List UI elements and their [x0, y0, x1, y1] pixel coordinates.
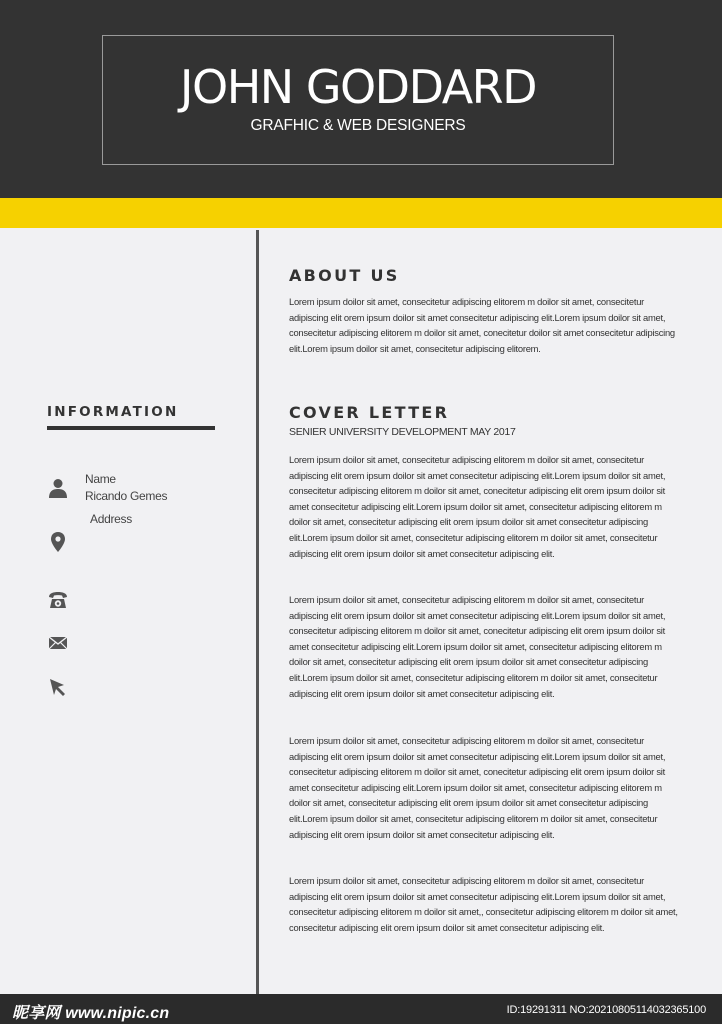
column-divider — [256, 230, 259, 994]
information-underline — [47, 426, 215, 430]
envelope-icon — [47, 632, 69, 654]
name-label: Name — [85, 472, 116, 486]
watermark-id: ID:19291311 NO:20210805114032365100 — [506, 1004, 706, 1016]
phone-icon — [47, 589, 69, 611]
cover-paragraph-3: Lorem ipsum doilor sit amet, consecitetur adipiscing elitorem m doilor sit amet, consecitetur adipiscing elit orem ipsum doilor sit amet consecitetur adipiscing elit.Lorem ipsum doilor sit amet, consecitetur adipiscing elitorem m doilor sit amet, conecitetur adipiscing elit orem ipsum doilor sit amet consecitetur adipiscing elit.Lorem ipsum doilor sit amet, consecitetur adipiscing elitorem m doilor sit amet, consecitetur adipiscing elit orem ipsum doilor sit amet consecitetur adipiscing elit.Lorem ipsum doilor sit amet, consecitetur adipiscing elitorem m doilor sit amet, consecitetur adipiscing elit orem ipsum doilor sit amet consecitetur adipiscing elit. — [289, 735, 666, 840]
about-text: Lorem ipsum doilor sit amet, consecitetur adipiscing elitorem m doilor sit amet, consecitetur adipiscing elit orem ipsum doilor sit amet consecitetur adipiscing elit.Lorem ipsum doilor sit amet, consecitetur adipiscing elitorem m doilor sit amet, conecitetur doilor sit amet consecitetur adipiscing elit.Lorem ipsum doilor sit amet, consecitetur adipiscing elitorem. — [289, 296, 675, 354]
about-heading: ABOUT US — [289, 266, 400, 285]
cover-paragraph-1: Lorem ipsum doilor sit amet, consecitetur adipiscing elitorem m doilor sit amet, consecitetur adipiscing elit orem ipsum doilor sit amet consecitetur adipiscing elit.Lorem ipsum doilor sit amet, consecitetur adipiscing elitorem m doilor sit amet, conecitetur adipiscing elit orem ipsum doilor sit amet consecitetur adipiscing elit.Lorem ipsum doilor sit amet, consecitetur adipiscing elitorem m doilor sit amet, consecitetur adipiscing elit orem ipsum doilor sit amet consecitetur adipiscing elit.Lorem ipsum doilor sit amet, consecitetur adipiscing elitorem m doilor sit amet, consecitetur adipiscing elit orem ipsum doilor sit amet consecitetur adipiscing elit. — [289, 454, 666, 559]
accent-band — [0, 198, 722, 228]
information-heading: INFORMATION — [47, 404, 179, 420]
candidate-name: JOHN GODDARD — [179, 60, 537, 114]
header-banner — [0, 0, 722, 198]
name-frame — [102, 35, 614, 165]
person-icon — [47, 477, 69, 499]
name-value: Ricando Gemes — [85, 489, 168, 503]
cursor-icon — [47, 676, 69, 698]
watermark-logo: 昵享网 www.nipic.cn — [12, 1005, 170, 1022]
job-title: GRAFHIC & WEB DESIGNERS — [250, 117, 466, 134]
cover-letter-subtitle: SENIER UNIVERSITY DEVELOPMENT MAY 2017 — [289, 426, 516, 438]
location-pin-icon — [47, 531, 69, 553]
address-label: Address — [90, 512, 132, 526]
cover-paragraph-4: Lorem ipsum doilor sit amet, consecitetur adipiscing elitorem m doilor sit amet, consecitetur adipiscing elit orem ipsum doilor sit amet consecitetur adipiscing elit.Lorem ipsum doilor sit amet, consecitetur adipiscing elitorem m doilor sit amet,, consecitetur adipiscing elitorem m doilor sit amet, consecitetur adipiscing elit orem ipsum doilor sit amet consecitetur adipiscing elit. — [289, 875, 678, 933]
cover-letter-heading: COVER LETTER — [289, 403, 450, 422]
cover-paragraph-2: Lorem ipsum doilor sit amet, consecitetur adipiscing elitorem m doilor sit amet, consecitetur adipiscing elit orem ipsum doilor sit amet consecitetur adipiscing elit.Lorem ipsum doilor sit amet, consecitetur adipiscing elitorem m doilor sit amet, conecitetur adipiscing elit orem ipsum doilor sit amet consecitetur adipiscing elit.Lorem ipsum doilor sit amet, consecitetur adipiscing elitorem m doilor sit amet, consecitetur adipiscing elit orem ipsum doilor sit amet consecitetur adipiscing elit.Lorem ipsum doilor sit amet, consecitetur adipiscing elitorem m doilor sit amet, consecitetur adipiscing elit orem ipsum doilor sit amet consecitetur adipiscing elit. — [289, 594, 666, 699]
